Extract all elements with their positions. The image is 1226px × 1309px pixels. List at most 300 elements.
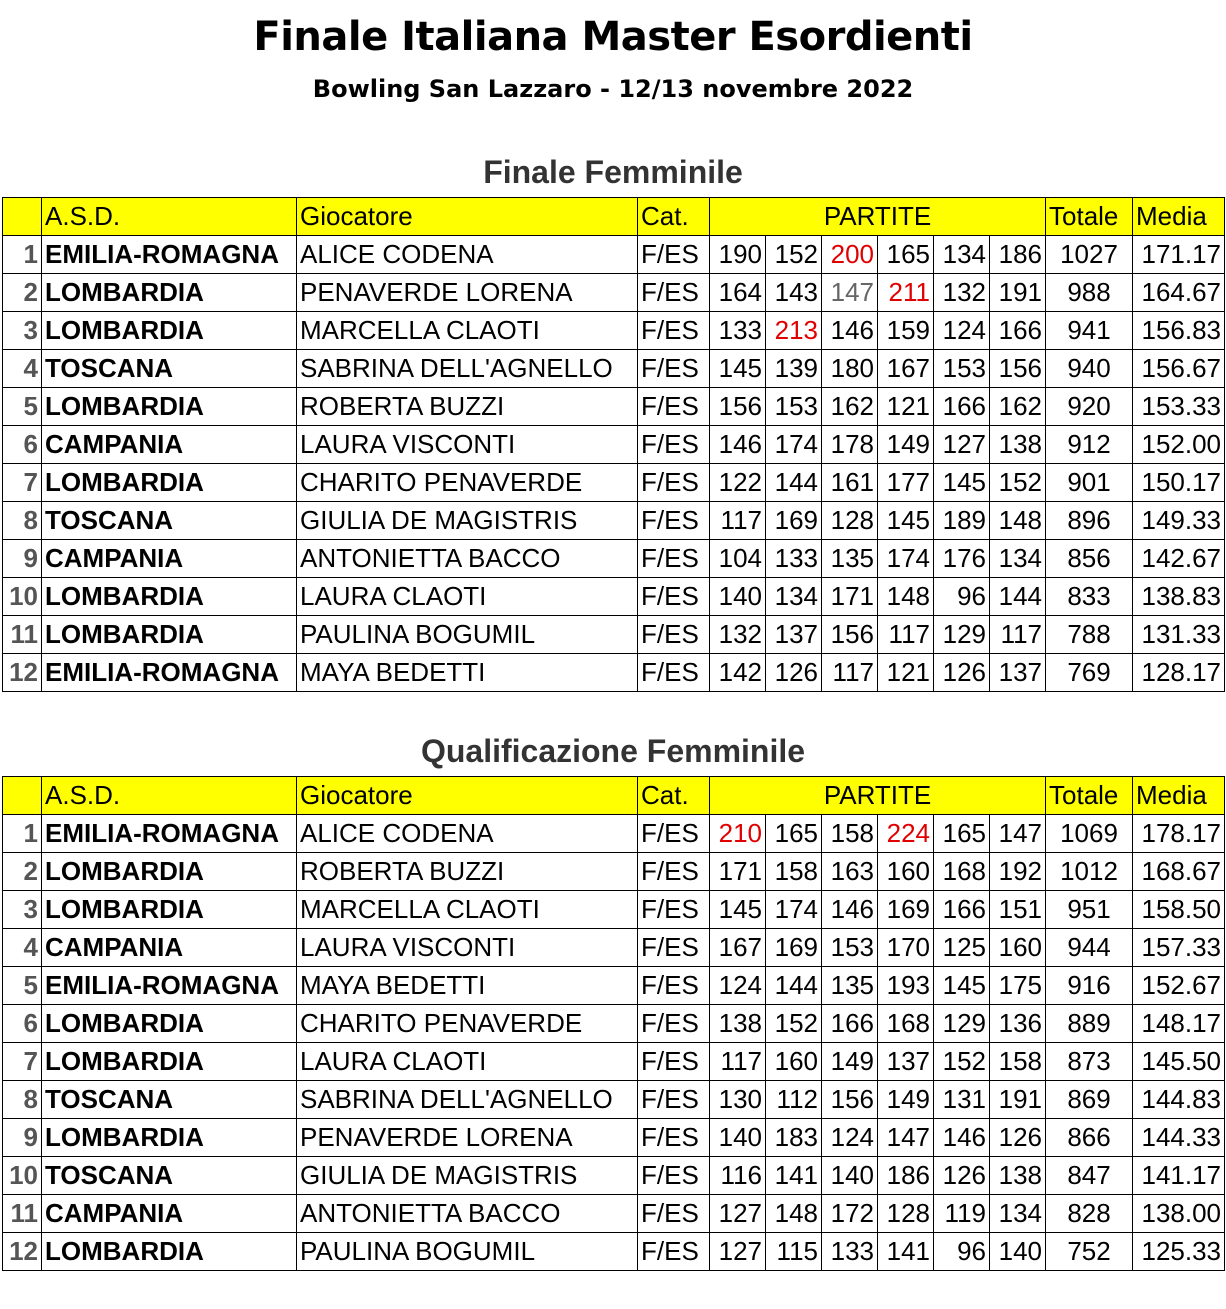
game-score-cell: 165	[934, 815, 990, 853]
category-cell: F/ES	[638, 1195, 710, 1233]
average-cell: 150.17	[1133, 464, 1225, 502]
game-score-cell: 119	[934, 1195, 990, 1233]
asd-cell: TOSCANA	[42, 1081, 297, 1119]
game-score-cell: 210	[710, 815, 766, 853]
table-row	[3, 502, 1225, 540]
table-row	[3, 1005, 1225, 1043]
total-cell: 869	[1046, 1081, 1133, 1119]
rank-cell: 5	[3, 388, 42, 426]
player-cell: PENAVERDE LORENA	[297, 1119, 638, 1157]
category-cell: F/ES	[638, 578, 710, 616]
game-score-cell: 148	[766, 1195, 822, 1233]
rank-cell: 8	[3, 502, 42, 540]
game-score-cell: 145	[934, 464, 990, 502]
asd-cell: EMILIA-ROMAGNA	[42, 236, 297, 274]
game-score-cell: 191	[990, 1081, 1046, 1119]
game-score-cell: 162	[822, 388, 878, 426]
table-row	[3, 967, 1225, 1005]
header-total: Totale	[1046, 777, 1133, 815]
table-row	[3, 426, 1225, 464]
game-score-cell: 156	[822, 1081, 878, 1119]
game-score-cell: 140	[710, 1119, 766, 1157]
total-cell: 828	[1046, 1195, 1133, 1233]
average-cell: 138.83	[1133, 578, 1225, 616]
rank-cell: 6	[3, 1005, 42, 1043]
table-row	[3, 464, 1225, 502]
header-avg: Media	[1133, 777, 1225, 815]
game-score-cell: 117	[990, 616, 1046, 654]
asd-cell: LOMBARDIA	[42, 464, 297, 502]
average-cell: 148.17	[1133, 1005, 1225, 1043]
average-cell: 141.17	[1133, 1157, 1225, 1195]
category-cell: F/ES	[638, 1005, 710, 1043]
game-score-cell: 171	[710, 853, 766, 891]
total-cell: 920	[1046, 388, 1133, 426]
game-score-cell: 177	[878, 464, 934, 502]
game-score-cell: 131	[934, 1081, 990, 1119]
table-row	[3, 540, 1225, 578]
game-score-cell: 144	[766, 967, 822, 1005]
game-score-cell: 137	[990, 654, 1046, 692]
header-games: PARTITE	[710, 777, 1046, 815]
category-cell: F/ES	[638, 815, 710, 853]
game-score-cell: 153	[934, 350, 990, 388]
table-row	[3, 815, 1225, 853]
game-score-cell: 145	[878, 502, 934, 540]
game-score-cell: 162	[990, 388, 1046, 426]
header-asd: A.S.D.	[42, 777, 297, 815]
game-score-cell: 178	[822, 426, 878, 464]
game-score-cell: 115	[766, 1233, 822, 1271]
game-score-cell: 145	[710, 350, 766, 388]
total-cell: 941	[1046, 312, 1133, 350]
header-asd: A.S.D.	[42, 198, 297, 236]
game-score-cell: 146	[934, 1119, 990, 1157]
game-score-cell: 117	[710, 1043, 766, 1081]
category-cell: F/ES	[638, 1119, 710, 1157]
average-cell: 152.00	[1133, 426, 1225, 464]
category-cell: F/ES	[638, 1043, 710, 1081]
game-score-cell: 141	[766, 1157, 822, 1195]
game-score-cell: 166	[822, 1005, 878, 1043]
game-score-cell: 129	[934, 1005, 990, 1043]
player-cell: PAULINA BOGUMIL	[297, 616, 638, 654]
game-score-cell: 152	[990, 464, 1046, 502]
finale-table	[2, 197, 1225, 692]
game-score-cell: 138	[990, 426, 1046, 464]
game-score-cell: 138	[990, 1157, 1046, 1195]
header-avg: Media	[1133, 198, 1225, 236]
average-cell: 149.33	[1133, 502, 1225, 540]
total-cell: 916	[1046, 967, 1133, 1005]
header-row	[3, 777, 1225, 815]
header-rank	[3, 777, 42, 815]
game-score-cell: 174	[766, 891, 822, 929]
game-score-cell: 183	[766, 1119, 822, 1157]
table-row	[3, 1157, 1225, 1195]
qualificazione-rows	[3, 815, 1225, 1271]
total-cell: 856	[1046, 540, 1133, 578]
game-score-cell: 156	[822, 616, 878, 654]
game-score-cell: 126	[934, 654, 990, 692]
game-score-cell: 126	[990, 1119, 1046, 1157]
average-cell: 178.17	[1133, 815, 1225, 853]
game-score-cell: 156	[710, 388, 766, 426]
category-cell: F/ES	[638, 891, 710, 929]
table-row	[3, 312, 1225, 350]
game-score-cell: 152	[934, 1043, 990, 1081]
player-cell: ALICE CODENA	[297, 815, 638, 853]
game-score-cell: 126	[934, 1157, 990, 1195]
header-total: Totale	[1046, 198, 1133, 236]
game-score-cell: 121	[878, 388, 934, 426]
game-score-cell: 124	[822, 1119, 878, 1157]
game-score-cell: 136	[990, 1005, 1046, 1043]
asd-cell: LOMBARDIA	[42, 312, 297, 350]
rank-cell: 7	[3, 464, 42, 502]
asd-cell: EMILIA-ROMAGNA	[42, 654, 297, 692]
game-score-cell: 167	[710, 929, 766, 967]
rank-cell: 10	[3, 1157, 42, 1195]
table-row	[3, 578, 1225, 616]
rank-cell: 6	[3, 426, 42, 464]
game-score-cell: 186	[990, 236, 1046, 274]
category-cell: F/ES	[638, 540, 710, 578]
game-score-cell: 164	[710, 274, 766, 312]
game-score-cell: 134	[990, 540, 1046, 578]
asd-cell: CAMPANIA	[42, 1195, 297, 1233]
table-row	[3, 654, 1225, 692]
game-score-cell: 137	[878, 1043, 934, 1081]
asd-cell: LOMBARDIA	[42, 274, 297, 312]
game-score-cell: 134	[990, 1195, 1046, 1233]
game-score-cell: 166	[990, 312, 1046, 350]
game-score-cell: 158	[766, 853, 822, 891]
game-score-cell: 133	[766, 540, 822, 578]
category-cell: F/ES	[638, 929, 710, 967]
section-title-finale: Finale Femminile	[483, 154, 743, 190]
game-score-cell: 117	[710, 502, 766, 540]
average-cell: 157.33	[1133, 929, 1225, 967]
category-cell: F/ES	[638, 1157, 710, 1195]
category-cell: F/ES	[638, 312, 710, 350]
game-score-cell: 168	[878, 1005, 934, 1043]
game-score-cell: 147	[822, 274, 878, 312]
game-score-cell: 139	[766, 350, 822, 388]
rank-cell: 1	[3, 236, 42, 274]
average-cell: 164.67	[1133, 274, 1225, 312]
total-cell: 940	[1046, 350, 1133, 388]
game-score-cell: 200	[822, 236, 878, 274]
game-score-cell: 138	[710, 1005, 766, 1043]
asd-cell: LOMBARDIA	[42, 1233, 297, 1271]
total-cell: 873	[1046, 1043, 1133, 1081]
game-score-cell: 174	[766, 426, 822, 464]
game-score-cell: 160	[878, 853, 934, 891]
game-score-cell: 127	[710, 1233, 766, 1271]
total-cell: 988	[1046, 274, 1133, 312]
table-row	[3, 1233, 1225, 1271]
category-cell: F/ES	[638, 388, 710, 426]
game-score-cell: 158	[822, 815, 878, 853]
table-row	[3, 350, 1225, 388]
game-score-cell: 186	[878, 1157, 934, 1195]
total-cell: 889	[1046, 1005, 1133, 1043]
game-score-cell: 135	[822, 967, 878, 1005]
table-row	[3, 616, 1225, 654]
game-score-cell: 158	[990, 1043, 1046, 1081]
header-cat: Cat.	[638, 777, 710, 815]
header-player: Giocatore	[297, 198, 638, 236]
game-score-cell: 140	[822, 1157, 878, 1195]
rank-cell: 9	[3, 1119, 42, 1157]
total-cell: 788	[1046, 616, 1133, 654]
total-cell: 769	[1046, 654, 1133, 692]
asd-cell: EMILIA-ROMAGNA	[42, 967, 297, 1005]
header-cat: Cat.	[638, 198, 710, 236]
rank-cell: 2	[3, 853, 42, 891]
table-row	[3, 891, 1225, 929]
average-cell: 156.67	[1133, 350, 1225, 388]
game-score-cell: 127	[710, 1195, 766, 1233]
game-score-cell: 163	[822, 853, 878, 891]
average-cell: 156.83	[1133, 312, 1225, 350]
game-score-cell: 160	[990, 929, 1046, 967]
rank-cell: 4	[3, 929, 42, 967]
average-cell: 138.00	[1133, 1195, 1225, 1233]
game-score-cell: 130	[710, 1081, 766, 1119]
rank-cell: 7	[3, 1043, 42, 1081]
game-score-cell: 171	[822, 578, 878, 616]
game-score-cell: 160	[766, 1043, 822, 1081]
game-score-cell: 137	[766, 616, 822, 654]
rank-cell: 3	[3, 312, 42, 350]
game-score-cell: 211	[878, 274, 934, 312]
player-cell: CHARITO PENAVERDE	[297, 464, 638, 502]
game-score-cell: 135	[822, 540, 878, 578]
category-cell: F/ES	[638, 1233, 710, 1271]
rank-cell: 10	[3, 578, 42, 616]
average-cell: 153.33	[1133, 388, 1225, 426]
game-score-cell: 172	[822, 1195, 878, 1233]
game-score-cell: 96	[934, 1233, 990, 1271]
game-score-cell: 140	[710, 578, 766, 616]
category-cell: F/ES	[638, 616, 710, 654]
player-cell: ANTONIETTA BACCO	[297, 1195, 638, 1233]
game-score-cell: 149	[878, 426, 934, 464]
page-subtitle: Bowling San Lazzaro - 12/13 novembre 2022	[312, 75, 914, 103]
game-score-cell: 166	[934, 388, 990, 426]
average-cell: 152.67	[1133, 967, 1225, 1005]
game-score-cell: 161	[822, 464, 878, 502]
total-cell: 1069	[1046, 815, 1133, 853]
game-score-cell: 168	[934, 853, 990, 891]
average-cell: 131.33	[1133, 616, 1225, 654]
rank-cell: 5	[3, 967, 42, 1005]
total-cell: 1012	[1046, 853, 1133, 891]
asd-cell: LOMBARDIA	[42, 1119, 297, 1157]
page-title: Finale Italiana Master Esordienti	[253, 14, 973, 60]
player-cell: ROBERTA BUZZI	[297, 388, 638, 426]
asd-cell: CAMPANIA	[42, 929, 297, 967]
total-cell: 912	[1046, 426, 1133, 464]
average-cell: 168.67	[1133, 853, 1225, 891]
game-score-cell: 126	[766, 654, 822, 692]
game-score-cell: 146	[822, 891, 878, 929]
game-score-cell: 152	[766, 1005, 822, 1043]
game-score-cell: 132	[710, 616, 766, 654]
section-title-qualificazione: Qualificazione Femminile	[420, 733, 806, 769]
average-cell: 171.17	[1133, 236, 1225, 274]
asd-cell: LOMBARDIA	[42, 891, 297, 929]
player-cell: CHARITO PENAVERDE	[297, 1005, 638, 1043]
game-score-cell: 146	[822, 312, 878, 350]
table-row	[3, 1043, 1225, 1081]
player-cell: PAULINA BOGUMIL	[297, 1233, 638, 1271]
player-cell: ALICE CODENA	[297, 236, 638, 274]
asd-cell: LOMBARDIA	[42, 853, 297, 891]
game-score-cell: 190	[710, 236, 766, 274]
game-score-cell: 122	[710, 464, 766, 502]
game-score-cell: 169	[766, 929, 822, 967]
game-score-cell: 129	[934, 616, 990, 654]
table-row	[3, 1119, 1225, 1157]
player-cell: ROBERTA BUZZI	[297, 853, 638, 891]
rank-cell: 2	[3, 274, 42, 312]
total-cell: 1027	[1046, 236, 1133, 274]
total-cell: 833	[1046, 578, 1133, 616]
game-score-cell: 152	[766, 236, 822, 274]
total-cell: 847	[1046, 1157, 1133, 1195]
rank-cell: 11	[3, 1195, 42, 1233]
average-cell: 144.33	[1133, 1119, 1225, 1157]
game-score-cell: 148	[878, 578, 934, 616]
category-cell: F/ES	[638, 1081, 710, 1119]
game-score-cell: 193	[878, 967, 934, 1005]
game-score-cell: 148	[990, 502, 1046, 540]
asd-cell: TOSCANA	[42, 1157, 297, 1195]
game-score-cell: 133	[710, 312, 766, 350]
rank-cell: 12	[3, 1233, 42, 1271]
game-score-cell: 142	[710, 654, 766, 692]
game-score-cell: 180	[822, 350, 878, 388]
header-row	[3, 198, 1225, 236]
game-score-cell: 146	[710, 426, 766, 464]
table-row	[3, 388, 1225, 426]
game-score-cell: 167	[878, 350, 934, 388]
game-score-cell: 134	[766, 578, 822, 616]
average-cell: 158.50	[1133, 891, 1225, 929]
asd-cell: TOSCANA	[42, 350, 297, 388]
category-cell: F/ES	[638, 274, 710, 312]
game-score-cell: 192	[990, 853, 1046, 891]
game-score-cell: 140	[990, 1233, 1046, 1271]
rank-cell: 12	[3, 654, 42, 692]
game-score-cell: 149	[822, 1043, 878, 1081]
game-score-cell: 149	[878, 1081, 934, 1119]
player-cell: LAURA VISCONTI	[297, 929, 638, 967]
player-cell: MAYA BEDETTI	[297, 967, 638, 1005]
rank-cell: 8	[3, 1081, 42, 1119]
average-cell: 125.33	[1133, 1233, 1225, 1271]
game-score-cell: 117	[822, 654, 878, 692]
total-cell: 901	[1046, 464, 1133, 502]
game-score-cell: 189	[934, 502, 990, 540]
game-score-cell: 159	[878, 312, 934, 350]
game-score-cell: 147	[878, 1119, 934, 1157]
asd-cell: LOMBARDIA	[42, 388, 297, 426]
player-cell: GIULIA DE MAGISTRIS	[297, 1157, 638, 1195]
game-score-cell: 165	[766, 815, 822, 853]
rank-cell: 3	[3, 891, 42, 929]
qualificazione-table	[2, 776, 1225, 1271]
rank-cell: 11	[3, 616, 42, 654]
game-score-cell: 116	[710, 1157, 766, 1195]
player-cell: LAURA CLAOTI	[297, 578, 638, 616]
category-cell: F/ES	[638, 853, 710, 891]
game-score-cell: 191	[990, 274, 1046, 312]
total-cell: 866	[1046, 1119, 1133, 1157]
rank-cell: 4	[3, 350, 42, 388]
game-score-cell: 117	[878, 616, 934, 654]
game-score-cell: 132	[934, 274, 990, 312]
player-cell: MARCELLA CLAOTI	[297, 312, 638, 350]
game-score-cell: 156	[990, 350, 1046, 388]
average-cell: 142.67	[1133, 540, 1225, 578]
header-rank	[3, 198, 42, 236]
category-cell: F/ES	[638, 464, 710, 502]
player-cell: SABRINA DELL'AGNELLO	[297, 350, 638, 388]
asd-cell: LOMBARDIA	[42, 616, 297, 654]
game-score-cell: 112	[766, 1081, 822, 1119]
game-score-cell: 128	[878, 1195, 934, 1233]
game-score-cell: 124	[934, 312, 990, 350]
game-score-cell: 121	[878, 654, 934, 692]
game-score-cell: 169	[766, 502, 822, 540]
player-cell: LAURA VISCONTI	[297, 426, 638, 464]
player-cell: SABRINA DELL'AGNELLO	[297, 1081, 638, 1119]
game-score-cell: 145	[934, 967, 990, 1005]
category-cell: F/ES	[638, 502, 710, 540]
game-score-cell: 213	[766, 312, 822, 350]
asd-cell: CAMPANIA	[42, 426, 297, 464]
game-score-cell: 134	[934, 236, 990, 274]
game-score-cell: 143	[766, 274, 822, 312]
average-cell: 128.17	[1133, 654, 1225, 692]
game-score-cell: 153	[822, 929, 878, 967]
game-score-cell: 128	[822, 502, 878, 540]
game-score-cell: 169	[878, 891, 934, 929]
game-score-cell: 144	[990, 578, 1046, 616]
game-score-cell: 170	[878, 929, 934, 967]
table-row	[3, 853, 1225, 891]
game-score-cell: 174	[878, 540, 934, 578]
game-score-cell: 176	[934, 540, 990, 578]
player-cell: MAYA BEDETTI	[297, 654, 638, 692]
rank-cell: 1	[3, 815, 42, 853]
game-score-cell: 145	[710, 891, 766, 929]
game-score-cell: 133	[822, 1233, 878, 1271]
asd-cell: TOSCANA	[42, 502, 297, 540]
player-cell: LAURA CLAOTI	[297, 1043, 638, 1081]
category-cell: F/ES	[638, 654, 710, 692]
game-score-cell: 127	[934, 426, 990, 464]
header-games: PARTITE	[710, 198, 1046, 236]
game-score-cell: 224	[878, 815, 934, 853]
total-cell: 951	[1046, 891, 1133, 929]
header-player: Giocatore	[297, 777, 638, 815]
game-score-cell: 175	[990, 967, 1046, 1005]
